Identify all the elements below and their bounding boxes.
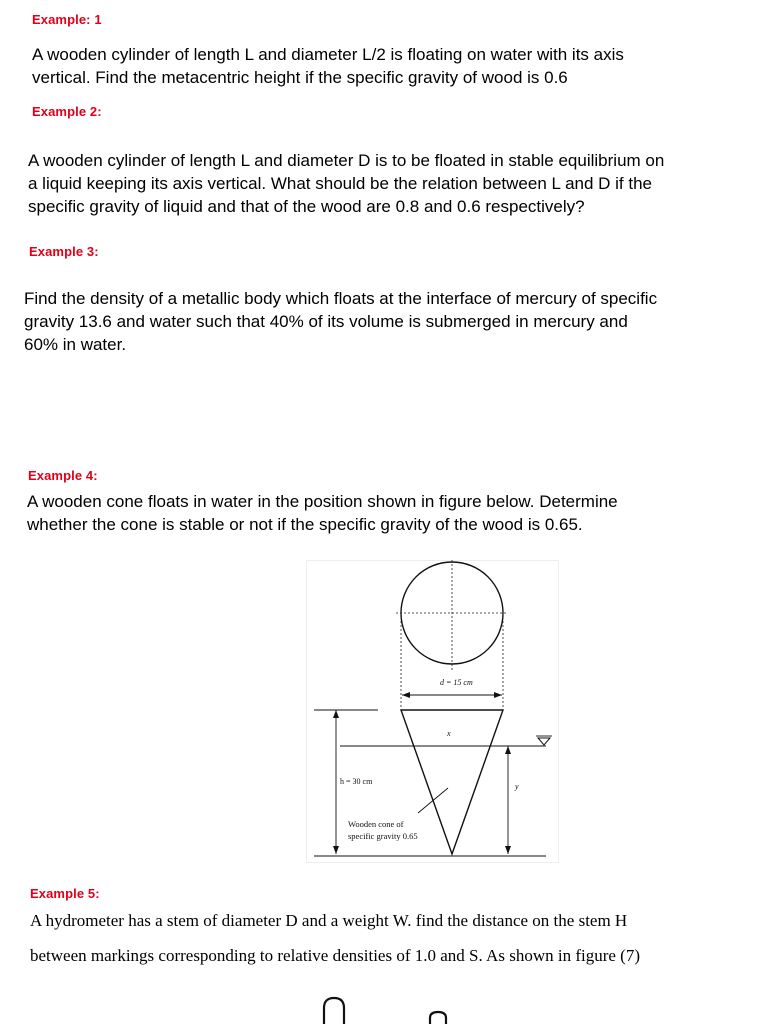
depth-arrow-bottom — [505, 846, 511, 854]
example-1-line-2: vertical. Find the metacentric height if the specific gravity of wood is 0.6 — [32, 68, 568, 87]
hydrometer-stem-right — [430, 1012, 446, 1024]
height-arrow-bottom — [333, 846, 339, 854]
example-2-line-2: a liquid keeping its axis vertical. What should be the relation between L and D if the — [28, 174, 653, 193]
height-arrow-top — [333, 710, 339, 718]
cone-label-line-2: specific gravity 0.65 — [348, 831, 418, 841]
example-2-line-3: specific gravity of liquid and that of the wood are 0.8 and 0.6 respectively? — [28, 197, 585, 216]
hydrometer-figure-partial — [310, 994, 470, 1024]
x-label: x — [447, 729, 451, 738]
example-3-heading: Example 3: — [29, 244, 99, 259]
example-3-line-1: Find the density of a metallic body which floats at the interface of mercury of specific — [24, 289, 658, 308]
example-5-line-2: between markings corresponding to relative densities of 1.0 and S. As shown in figure (7) — [30, 946, 640, 965]
example-5-heading: Example 5: — [30, 886, 100, 901]
cone-label-leader — [418, 788, 448, 813]
example-3-line-2: gravity 13.6 and water such that 40% of its volume is submerged in mercury and — [24, 312, 628, 331]
hydrometer-stem-left — [324, 998, 344, 1024]
example-5-text — [30, 903, 760, 973]
height-label: h = 30 cm — [340, 777, 373, 786]
example-1-heading: Example: 1 — [32, 12, 102, 27]
y-label: y — [515, 782, 519, 791]
example-3-text — [24, 287, 754, 356]
example-3-line-3: 60% in water. — [24, 335, 127, 354]
example-4-heading: Example 4: — [28, 468, 98, 483]
cone-label-line-1: Wooden cone of — [348, 819, 404, 829]
depth-arrow-top — [505, 746, 511, 754]
diameter-arrow-left — [402, 692, 410, 698]
example-1-line-1: A wooden cylinder of length L and diameter L/2 is floating on water with its axis — [32, 45, 624, 64]
example-4-line-2: whether the cone is stable or not if the specific gravity of the wood is 0.65. — [27, 515, 583, 534]
diameter-label: d = 15 cm — [440, 678, 473, 687]
cone-figure — [306, 560, 562, 870]
example-2-heading: Example 2: — [32, 104, 102, 119]
example-5-line-1: A hydrometer has a stem of diameter D and a weight W. find the distance on the stem H — [30, 911, 628, 930]
example-4-text — [27, 490, 757, 536]
example-2-line-1: A wooden cylinder of length L and diameter D is to be floated in stable equilibrium on — [28, 151, 665, 170]
example-2-text — [28, 149, 758, 218]
diameter-arrow-right — [494, 692, 502, 698]
example-4-line-1: A wooden cone floats in water in the position shown in figure below. Determine — [27, 492, 618, 511]
example-1-text — [32, 43, 752, 89]
water-level-symbol — [538, 738, 550, 745]
